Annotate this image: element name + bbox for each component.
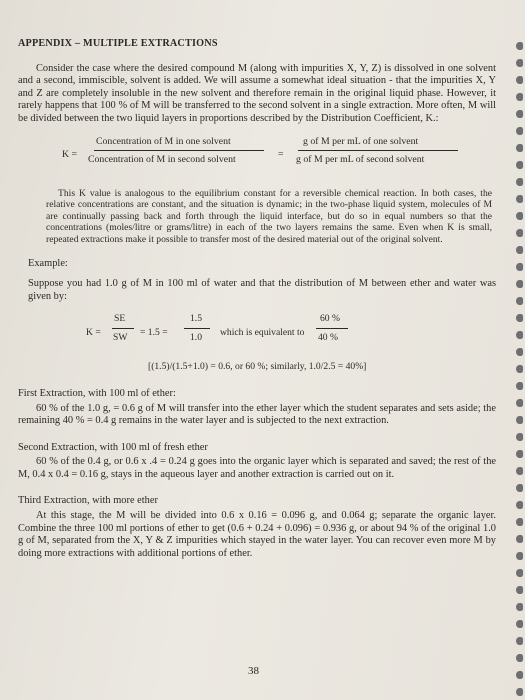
binder-ring-dot (516, 127, 523, 135)
binder-ring-dot (516, 382, 523, 390)
binder-ring-dot (516, 365, 523, 373)
binder-ring-dot (516, 569, 523, 577)
example-denominator-2: 1.0 (190, 332, 202, 344)
formula-numerator-1: Concentration of M in one solvent (96, 135, 231, 147)
second-extraction-section (18, 442, 496, 482)
example-fraction-bar-2 (184, 328, 210, 329)
binder-ring-dot (516, 297, 523, 305)
formula-numerator-2: g of M per mL of one solvent (303, 135, 419, 147)
example-sw: SW (113, 332, 128, 344)
binder-ring-dot (516, 586, 523, 594)
binder-ring-dot (516, 654, 523, 662)
binder-ring-dot (516, 416, 523, 424)
formula-k-label: K = (62, 148, 78, 160)
k-explanation-paragraph: This K value is analogous to the equilibrium constant for a reversible chemical reaction. In both cases, the relative concentrations are constant, and the situation is dynamic; in the two-phase liquid system, molecules of M are continually passing back and forth through the liquid interface, but do so in equal numbers so that the concentrations (moles/litre or grams/litre) in each of the two layers remains the same. Even when K is small, repeated extractions make it possible to transfer most of the desired material out of the original solvent. (46, 187, 492, 245)
binder-ring-dot (516, 195, 523, 203)
example-equals-ratio: = 1.5 = (140, 327, 168, 339)
example-numerator-2: 1.5 (190, 313, 202, 325)
binder-ring-dot (516, 144, 523, 152)
binder-ring-dot (516, 331, 523, 339)
binder-ring-dot (516, 76, 523, 84)
binder-ring-dot (516, 161, 523, 169)
binder-ring-dot (516, 433, 523, 441)
formula-denominator-2: g of M per mL of second solvent (296, 153, 425, 165)
formula-denominator-1: Concentration of M in second solvent (88, 153, 236, 165)
fraction-bar-1 (94, 150, 264, 151)
binder-ring-dot (516, 671, 523, 679)
binder-ring-dot (516, 603, 523, 611)
binder-ring-dot (516, 178, 523, 186)
binder-ring-dot (516, 535, 523, 543)
binder-ring-dot (516, 552, 523, 560)
example-fraction-bar-3 (316, 328, 348, 329)
example-se: SE (114, 313, 126, 325)
binder-ring-dot (516, 348, 523, 356)
formula-equals: = (278, 148, 284, 160)
fraction-bar-2 (298, 150, 458, 151)
example-denominator-3: 40 % (318, 332, 338, 344)
binder-ring-dot (516, 263, 523, 271)
binder-ring-dot (516, 637, 523, 645)
example-equivalent-text: which is equivalent to (220, 327, 305, 339)
binder-ring-dot (516, 501, 523, 509)
binder-ring-dot (516, 620, 523, 628)
second-extraction-text: 60 % of the 0.4 g, or 0.6 x .4 = 0.24 g goes into the organic layer which is separated and saved; the rest of the M, 0.4 x 0.4 = 0.16 g, stays in the aqueous layer and another extraction is carried out on it. (18, 456, 496, 480)
distribution-coefficient-formula (18, 134, 496, 178)
binder-ring-dot (516, 280, 523, 288)
page-number: 38 (248, 665, 259, 677)
example-fraction-bar-1 (112, 328, 134, 329)
example-numerator-3: 60 % (320, 313, 340, 325)
binder-ring-dot (516, 688, 523, 696)
binder-ring-dot (516, 399, 523, 407)
example-k-label: K = (86, 327, 101, 339)
binder-ring-dot (516, 484, 523, 492)
page-content (18, 38, 496, 574)
third-extraction-section (18, 495, 496, 560)
binder-ring-dot (516, 518, 523, 526)
example-formula (18, 313, 496, 355)
binder-ring-dot (516, 314, 523, 322)
example-paragraph: Suppose you had 1.0 g of M in 100 ml of water and that the distribution of M between ether and water was given by: (28, 278, 496, 302)
third-extraction-text: At this stage, the M will be divided into 0.6 x 0.16 = 0.096 g, and 0.064 g; separate the organic layer. Combine the three 100 ml portions of ether to get (0.6 + 0.24 + 0.096) = 0.936 g, or about 94 % of the original 1.0 g of M, separated from the X, Y & Z impurities which stayed in the water layer. You can recover even more M by doing more extractions with additional portions of ether. (18, 510, 496, 559)
first-extraction-title: First Extraction, with 100 ml of ether: (18, 387, 176, 399)
binder-ring-dot (516, 110, 523, 118)
binder-ring-dot (516, 246, 523, 254)
first-extraction-section (18, 388, 496, 428)
calculation-line: [(1.5)/(1.5+1.0) = 0.6, or 60 %; similarly, 1.0/2.5 = 40%] (148, 361, 367, 373)
third-extraction-title: Third Extraction, with more ether (18, 495, 158, 507)
first-extraction-text: 60 % of the 1.0 g, = 0.6 g of M will transfer into the ether layer which the student separates and sets aside; the remaining 40 % = 0.4 g remains in the water layer and is subjected to the next extraction. (18, 402, 496, 427)
binder-ring-dot (516, 59, 523, 67)
binder-ring-dot (516, 467, 523, 475)
example-label: Example: (28, 257, 68, 269)
binder-ring-dot (516, 450, 523, 458)
binder-ring-dot (516, 212, 523, 220)
binder-ring-edge (511, 0, 525, 700)
appendix-heading: APPENDIX – MULTIPLE EXTRACTIONS (18, 38, 218, 49)
binder-ring-dot (516, 93, 523, 101)
second-extraction-title: Second Extraction, with 100 ml of fresh ether (18, 441, 208, 453)
intro-paragraph: Consider the case where the desired compound M (along with impurities X, Y, Z) is dissolved in one solvent and a second, immiscible, solvent is added. We will assume a somewhat ideal situation - that the impurities X, Y and Z are completely insoluble in the new solvent and therefore remain in the original liquid phase. However, it rarely happens that 100 % of M will be transferred to the second solvent in a single extraction. More often, M will be divided between the two liquid layers in proportions described by the Distribution Coefficient, K.: (18, 62, 496, 124)
binder-ring-dot (516, 229, 523, 237)
binder-ring-dot (516, 42, 523, 50)
